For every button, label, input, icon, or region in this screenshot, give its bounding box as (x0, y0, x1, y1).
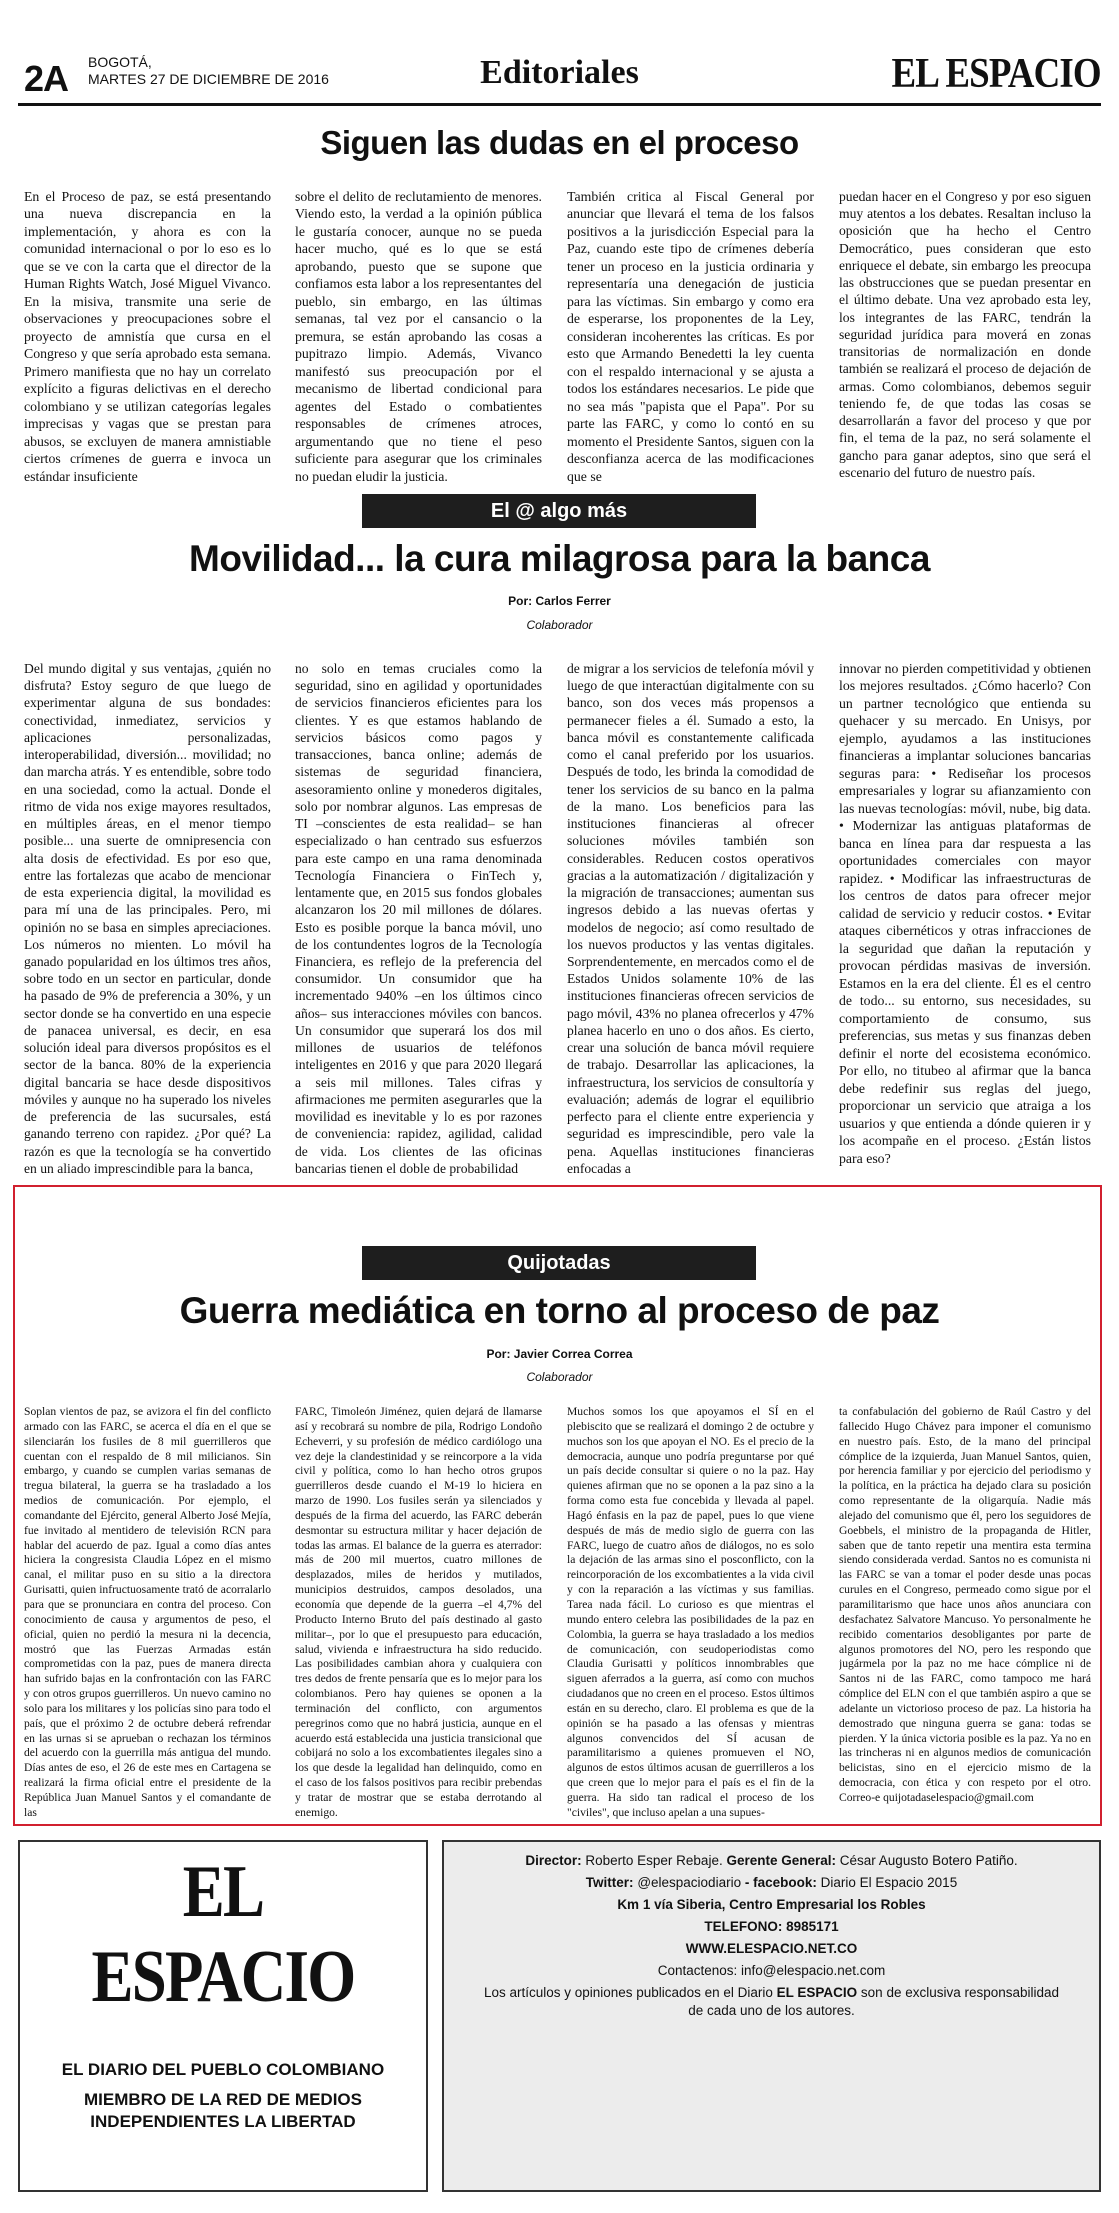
editorial-column-1: En el Proceso de paz, se está presentando una nueva discrepancia en la implementación, y ahora es con la comunidad internacional o por lo eso es lo que se ve con la carta que el director de la Human Rights Watch, José Miguel Vivanco. En la misiva, transmite una serie de observaciones y preocupaciones sobre el proyecto de amnistía que cursa en el Congreso y que sería aprobado esta semana. Primero manifiesta que no hay un correlato explícito a figuras delictivas en el derecho colombiano y se utilizan categorías legales imprecisas y vagas que se prestan para abusos, se excluyen de manera amnistiable ciertos crímenes de guerra e invoca un estándar insuficiente (24, 189, 271, 484)
editorial-column-4: puedan hacer en el Congreso y por eso siguen muy atentos a los debates. Resaltan incluso la oposición que ha hecho el Centro Democrático, pues consideran que esto enriquece el debate, sin embargo les preocupa las obstrucciones que se puedan presentar en el último debate. Una vez aprobado esta ley, los integrantes de las FARC, tendrán la seguridad jurídica para moverá en zonas transitorias de normalización en donde también se realizará el proceso de dejación de armas. Como colombianos, debemos seguir teniendo fe, de que todas las cosas se desarrollarán a favor del proceso y que por fin, el tema de la paz, no será solamente el gancho para ganar adeptos, sino que será el escenario del futuro de nuestro país. (839, 189, 1091, 480)
twitter-handle[interactable]: @elespaciodiario (637, 1875, 742, 1890)
algo-mas-headline: Movilidad... la cura milagrosa para la banca (189, 538, 930, 579)
algo-mas-role: Colaborador (526, 618, 593, 632)
twitter-label: Twitter: (585, 1875, 634, 1890)
footer-member-line-1: MIEMBRO DE LA RED DE MEDIOS (84, 2090, 362, 2109)
credits-phone: TELEFONO: 8985171 (704, 1919, 839, 1934)
editorial-column-3: También critica al Fiscal General por anunciar que llevará el tema de los falsos positivos a la jurisdicción Especial para la Paz, cuando este tipo de crímenes debería tener un proceso en la justicia ordinaria y representaría una denegación de justicia para las víctimas. Sin embargo y como era de esperarse, los proponentes de la Ley, consideran incoherentes las críticas. Es por esto que Armando Benedetti la ley cuenta con el respaldo internacional y se ajusta a todos los estándares necesarios. Le pide que no sea más "papista que el Papa". Por su parte las FARC, y como lo contó en su momento el Presidente Santos, siguen con la desconfianza acerca de las modificaciones que se (567, 189, 814, 484)
quijotadas-column-1: Soplan vientos de paz, se avizora el fin del conflicto armado con las FARC, se acerca el día en el que se silenciarán los fusiles de 8 mil guerrilleros que cuentan con el respaldo de 8 mil milicianos. Sin embargo, y cuando se cumplen varias semanas de tregua bilateral, la guerra se ha trasladado a los medios de comunicación. Por ejemplo, el comandante del Ejército, general Alberto José Mejía, fue invitado al mentidero de televisión RCN para hablar del acuerdo de paz. Igual a como días antes hiciera la congresista Claudia López en el mismo canal, el militar puso en su sitio a la directora Gurisatti, quien infructuosamente trató de acorralarlo para que se pronunciara en contra del proceso. Con conocimiento de causa y argumentos de peso, el oficial, quien no perdió la mesura ni la decencia, mostró que las Fuerzas Armadas están comprometidas con la paz, pues de manera directa han sufrido bajas en la confrontación con las FARC y con otros grupos guerrilleros. Un nuevo camino no solo para los militares y los policías sino para todo el país, que el próximo 2 de octubre deberá refrendar en las urnas si se aprueban o rechazan los términos del acuerdo con la guerrilla más antigua del mundo. Días antes de eso, el 26 de este mes en Cartagena se realizará la firma oficial entre el presidente de la República Juan Manuel Santos y el comandante de las (24, 1405, 271, 1819)
algo-mas-byline: Por: Carlos Ferrer (508, 594, 611, 608)
quijotadas-kicker: Quijotadas (362, 1246, 756, 1280)
algo-mas-column-2: no solo en temas cruciales como la seguridad, sino en agilidad y oportunidades de servicios financieros eficientes para los clientes. Y es que estamos hablando de servicios básicos como pagos y transacciones, banca online; además de sistemas de seguridad financiera, asesoramiento online y monederos digitales, solo por nombrar algunos. Las empresas de TI –conscientes de esta realidad– se han especializado o han centrado sus esfuerzos para este campo en una rama denominada Tecnología Financiera o FinTech y, lentamente que, en 2015 sus fondos globales alcanzaron los 20 mil millones de dólares. Esto es posible porque la banca móvil, uno de los contundentes logros de la Tecnología Financiera, es reflejo de la preferencia del consumidor. Un consumidor que ha incrementado 940% –en los últimos cinco años– sus interacciones móviles con bancos. Un consumidor que superará los dos mil millones de usuarios de teléfonos inteligentes en 2016 y que para 2020 llegará a seis mil millones. Tales cifras y afirmaciones me permiten asegurarles que la movilidad es inevitable y lo es por razones de conveniencia: rapidez, agilidad, calidad de vida. Los clientes de las oficinas bancarias tienen el doble de probabilidad (295, 661, 542, 1176)
footer-logo: EL ESPACIO (91, 1851, 355, 2018)
manager-label: Gerente General: (726, 1853, 837, 1868)
editorial-headline: Siguen las dudas en el proceso (320, 124, 799, 161)
quijotadas-column-2: FARC, Timoleón Jiménez, quien dejará de llamarse así y recobrará su nombre de pila, Rodrigo Londoño Echeverri, y su profesión de médico cardiólogo una vez deje la clandestinidad y se reincorpore a la vida civil y política, como lo han hecho otros grupos guerrilleros desde cuando el M-19 lo hiciera en marzo de 1990. Los fusiles serán ya silenciados y después de la firma del acuerdo, las FARC deberán desmontar su estructura militar y hacer dejación de todas las armas. El balance de la guerra es aterrador: más de 200 mil muertos, cuatro millones de desplazados, miles de heridos y mutilados, municipios destruidos, campos desolados, una economía que depende de la guerra –el 4,7% del Producto Interno Bruto del país destinado al gasto militar–, por lo que el presupuesto para educación, salud, vivienda e infraestructura ha sido reducido. Las posibilidades cambian ahora y cualquiera con tres dedos de frente pensaría que es lo mejor para los colombianos. Pero hay quienes se oponen a la terminación del conflicto, con argumentos peregrinos como que no habrá justicia, aunque en el acuerdo está establecida una justicia transicional que cobijará no solo a los excombatientes ilegales sino a los que desde la legalidad han delinquido, como en el caso de los falsos positivos para recibir prebendas y tratar de mostrar que se estaba derrotando al enemigo. (295, 1405, 542, 1819)
quijotadas-role: Colaborador (526, 1370, 593, 1384)
credits-address: Km 1 vía Siberia, Centro Empresarial los Robles (617, 1897, 926, 1912)
quijotadas-column-3: Muchos somos los que apoyamos el SÍ en el plebiscito que se realizará el domingo 2 de octubre y muchos son los que apoyan el NO. Es el precio de la democracia, aunque uno podría preguntarse por qué un país decide consultar si quiere o no la paz. Hay quienes afirman que no se oponen a la paz sino a la forma como esta fue concebida y llevada al papel. Hagó énfasis en la paz de papel, pues lo que viene después de más de medio siglo de guerra con las FARC, luego de cuatro años de diálogos, no es solo la dejación de las armas sino el posconflicto, con la reincorporación de los excombatientes a la vida civil y con la reparación a las víctimas y sus familias. Tarea nada fácil. Lo curioso es que mientras el mundo entero celebra las posibilidades de la paz en Colombia, la guerra se haya trasladado a los medios de comunicación, con seudoperiodistas como Claudia Gurisatti y políticos innombrables que siguen aferrados a la guerra, así como con muchos ciudadanos que no creen en el proceso. Estos últimos están en su derecho, claro. El problema es que de la opinión se ha pasado a las ofensas y mientras algunos convencidos del SÍ acusan de paramilitarismo a quienes promueven el NO, algunos de estos últimos acusan de guerrilleros a los que creen que lo mejor para el país es el fin de la guerra. Ha sido tan radical el proceso de los "civiles", que incluso apelan a una supues- (567, 1405, 814, 1819)
page-number: 2A (24, 58, 69, 99)
header-logo: EL ESPACIO (891, 51, 1101, 97)
facebook-label: - facebook: (744, 1875, 817, 1890)
credits-directors (442, 1852, 1101, 1869)
director-label: Director: (525, 1853, 582, 1868)
quijotadas-column-4: ta confabulación del gobierno de Raúl Castro y del fallecido Hugo Chávez para imponer el comunismo en nuestro país. Esto, de la mano del principal cómplice de la izquierda, Juan Manuel Santos, quien, por herencia familiar y por ejercicio del periodismo y la política, en la práctica ha dejado clara su posición como representante de la oligarquía. Nadie más alejado del comunismo que él, pero los seguidores de Goebbels, el ministro de la propaganda de Hitler, saben que de tanto repetir una mentira esta termina siendo considerada verdad. Santos no es comunista ni las FARC se van a tomar el poder desde unas pocas curules en el Congreso, permeado como sigue por el paramilitarismo que hace unos años anunciara con desfachatez Salvatore Mancuso. Yo personalmente he recibido comentarios desobligantes por parte de algunos promotores del NO, pero les respondo que jugármela por la paz no me hace cómplice ni de Santos ni de las FARC, como tampoco me hará cómplice del ELN con el que también aspiro a que se adelante un victorioso proceso de paz. La historia ha demostrado que ninguna guerra se gana: todas se pierden. Y la única victoria posible es la paz. Ya no en las trincheras ni en algunos medios de comunicación belicistas, sino en el ejercicio mismo de la democracia, con ética y con respeto por el otro. Correo-e quijotadaselespacio@gmail.com (839, 1405, 1091, 1804)
algo-mas-kicker: El @ algo más (362, 494, 756, 528)
dateline-city: BOGOTÁ, (88, 54, 152, 70)
editorial-column-2: sobre el delito de reclutamiento de menores. Viendo esto, la verdad a la opinión pública le gustaría conocer, aunque no se pueda hacer mucho, qué es lo que se está aprobando, puesto que se supone que confiamos esta labor a los representantes del pueblo, sin embargo, en las últimas semanas, tal vez por el cansancio o la premura, se están aprobando las cosas a pupitrazo limpio. Además, Vivanco manifestó sus preocupación por el mecanismo de libertad condicional para agentes del Estado o combatientes responsables de crímenes atroces, argumentando que no tiene el peso suficiente para asegurar que los criminales no puedan eludir la justicia. (295, 189, 542, 484)
disclaimer-part-1: Los artículos y opiniones publicados en el Diario (483, 1985, 773, 2000)
credits-contact-email[interactable]: Contactenos: info@elespacio.net.com (657, 1963, 886, 1978)
footer-member-line-2: INDEPENDIENTES LA LIBERTAD (90, 2112, 356, 2131)
credits-disclaimer (442, 1984, 1101, 2001)
header-rule (18, 103, 1101, 106)
quijotadas-headline: Guerra mediática en torno al proceso de paz (179, 1290, 940, 1331)
disclaimer-brand: EL ESPACIO (776, 1985, 858, 2000)
section-title: Editoriales (480, 54, 639, 91)
disclaimer-part-2: son de exclusiva responsabilidad (860, 1985, 1060, 2000)
manager-name: César Augusto Botero Patiño. (839, 1853, 1018, 1868)
algo-mas-column-4: innovar no pierden competitividad y obtienen los mejores resultados. ¿Cómo hacerlo? Con un partner tecnológico que entienda su quehacer y su mercado. En Unisys, por ejemplo, ayudamos a las instituciones financieras a implantar soluciones bancarias seguras para: • Rediseñar los procesos empresariales y lograr su afianzamiento con las nuevas tecnologías: móvil, nube, big data. • Modernizar las antiguas plataformas de banca en línea para dar respuesta a las oportunidades comerciales con mayor rapidez. • Modificar las infraestructuras de los centros de datos para ofrecer mejor calidad de servicio y reducir costos. • Evitar ataques cibernéticos y otras infracciones de la seguridad que dañan la reputación y provocan pérdidas masivas de inversión. Estamos en la era del cliente. Él es el centro de todo... su entorno, sus necesidades, su comportamiento de consumo, sus preferencias, sus metas y sus finanzas deben definir el norte del ecosistema económico. Por ello, no titubeo al afirmar que la banca debe redefinir sus reglas del juego, proporcionar un servicio que atraiga a los usuarios y que entienda a dónde quieren ir y los acompañe en el proceso. ¿Están listos para eso? (839, 661, 1091, 1166)
algo-mas-column-3: de migrar a los servicios de telefonía móvil y luego de que interactúan digitalmente con su banco, son dos veces más propensos a permanecer fieles a él. Sumado a esto, la banca móvil es constantemente calificada como el canal preferido por los usuarios. Después de todo, les brinda la comodidad de tener los servicios de su banco en la palma de la mano. Los beneficios para las instituciones financieras al ofrecer soluciones móviles también son considerables. Reducen costos operativos gracias a la automatización / digitalización y la migración de transacciones; aumentan sus ingresos debido a las nuevas ofertas y modelos de negocio; así como resultado de los nuevos productos y las ventas digitales. Sorprendentemente, en mercados como el de Estados Unidos solamente 10% de las instituciones financieras ofrecen servicios de pago móvil, 43% no planea ofrecerlos y 47% planea hacerlo en uno o dos años. Es cierto, crear una solución de banca móvil requiere de trabajo. Desarrollar las aplicaciones, la infraestructura, los servicios de consultoría y evaluación; además de lograr el equilibrio perfecto para el cliente entre experiencia y seguridad es imprescindible, pero vale la pena. Aquellas instituciones financieras enfocadas a (567, 661, 814, 1176)
footer-tagline: EL DIARIO DEL PUEBLO COLOMBIANO (61, 2060, 385, 2079)
credits-disclaimer-end: de cada uno de los autores. (688, 2003, 855, 2018)
credits-social (442, 1874, 1101, 1891)
credits-website[interactable]: WWW.ELESPACIO.NET.CO (685, 1941, 858, 1956)
dateline-date: MARTES 27 DE DICIEMBRE DE 2016 (88, 71, 329, 87)
facebook-page[interactable]: Diario El Espacio 2015 (820, 1875, 958, 1890)
algo-mas-column-1: Del mundo digital y sus ventajas, ¿quién no disfruta? Estoy seguro de que luego de experimentar alguna de sus bondades: conectividad, inmediatez, servicios y aplicaciones personalizadas, interoperabilidad, diversión... movilidad; no dan marcha atrás. Y es entendible, sobre todo en una sociedad, como la actual. Donde el ritmo de vida nos exige mayores resultados, en múltiples áreas, en el menor tiempo posible... una suerte de omnipresencia con alta dosis de efectividad. Es por eso que, entre las fortalezas que acabo de mencionar de esta experiencia digital, la movilidad es para mí una de las principales. Pero, mi opinión no se basa en simples apreciaciones. Los números no mienten. Lo móvil ha ganado popularidad en los últimos tres años, sobre todo en un sector en particular, donde ha pasado de 9% de preferencia a 30%, y un sector donde se ha convertido en una especie de panacea universal, es decir, en esa solución ideal para diversos propósitos es el sector de la banca. 80% de la experiencia digital bancaria se hace desde dispositivos móviles y aunque no ha superado los niveles de preferencia de las sucursales, está ganando terreno con rapidez. ¿Por qué? La razón es que la tecnología se ha convertido en un aliado imprescindible para la banca, (24, 661, 271, 1176)
director-name: Roberto Esper Rebaje. (585, 1853, 723, 1868)
quijotadas-byline: Por: Javier Correa Correa (486, 1347, 633, 1361)
